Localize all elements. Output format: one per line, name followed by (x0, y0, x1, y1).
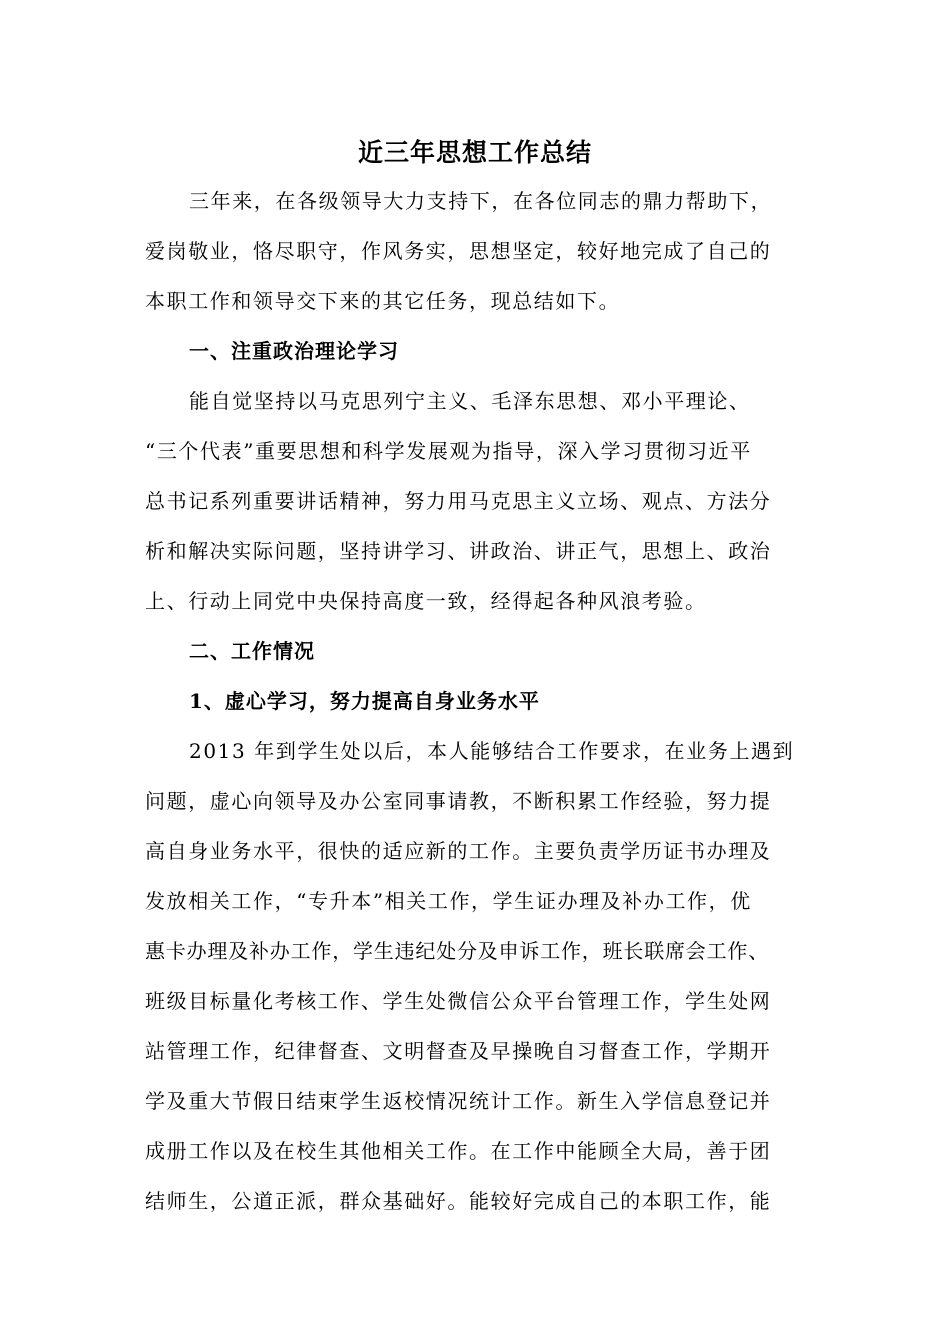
paragraph-line: 结师生，公道正派，群众基础好。能较好完成自己的本职工作，能 (145, 1189, 772, 1213)
subsection-heading: 1、虚心学习，努力提高自身业务水平 (189, 689, 540, 713)
paragraph-line: 成册工作以及在校生其他相关工作。在工作中能顾全大局，善于团 (145, 1139, 772, 1163)
paragraph-line: 高自身业务水平，很快的适应新的工作。主要负责学历证书办理及 (145, 839, 772, 863)
paragraph-line: 本职工作和领导交下来的其它任务，现总结如下。 (145, 289, 621, 313)
paragraph-line: 总书记系列重要讲话精神，努力用马克思主义立场、观点、方法分 (145, 489, 772, 513)
paragraph-line: “三个代表”重要思想和科学发展观为指导，深入学习贯彻习近平 (145, 439, 752, 463)
paragraph-line: 班级目标量化考核工作、学生处微信公众平台管理工作，学生处网 (145, 989, 772, 1013)
paragraph-line: 爱岗敬业，恪尽职守，作风务实，思想坚定，较好地完成了自己的 (145, 239, 772, 263)
paragraph-line: 站管理工作，纪律督查、文明督查及早操晚自习督查工作，学期开 (145, 1039, 772, 1063)
paragraph-line: 学及重大节假日结束学生返校情况统计工作。新生入学信息登记并 (145, 1089, 772, 1113)
section-heading: 二、工作情况 (189, 639, 315, 663)
paragraph-line: 惠卡办理及补办工作，学生违纪处分及申诉工作，班长联席会工作、 (145, 939, 769, 963)
section-heading: 一、注重政治理论学习 (189, 339, 399, 363)
paragraph-line: 发放相关工作，“专升本”相关工作，学生证办理及补办工作，优 (145, 889, 752, 913)
paragraph-line: 析和解决实际问题，坚持讲学习、讲政治、讲正气，思想上、政治 (145, 539, 772, 563)
paragraph-line: 三年来，在各级领导大力支持下，在各位同志的鼎力帮助下， (189, 189, 773, 213)
paragraph-line: 能自觉坚持以马克思列宁主义、毛泽东思想、邓小平理论、 (189, 389, 751, 413)
paragraph-line: 上、行动上同党中央保持高度一致，经得起各种风浪考验。 (145, 589, 707, 613)
paragraph-line: 2013 年到学生处以后，本人能够结合工作要求，在业务上遇到 (189, 739, 795, 763)
paragraph-line: 问题，虚心向领导及办公室同事请教，不断积累工作经验，努力提 (145, 789, 772, 813)
document-title: 近三年思想工作总结 (357, 138, 592, 167)
